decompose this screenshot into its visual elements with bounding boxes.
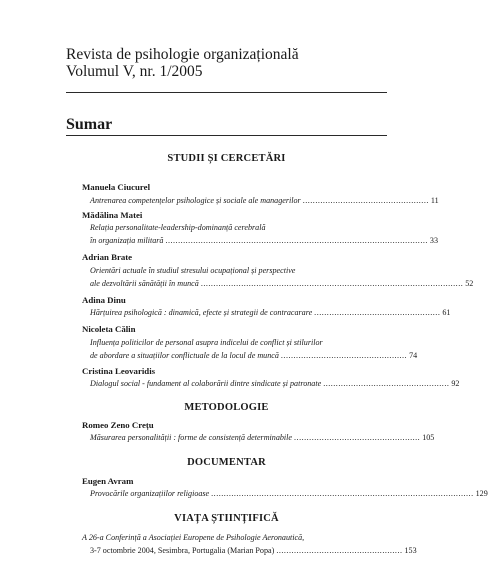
leader-dots: ........................................................................................................ [200, 279, 464, 288]
journal-header [66, 46, 299, 80]
section-heading: METODOLOGIE [184, 402, 269, 413]
entry-title: Antrenarea competențelor psihologice și sociale ale managerilor [90, 196, 301, 205]
entry-author: Adina Dinu [82, 295, 126, 305]
entry-title-line[interactable] [90, 379, 460, 388]
entry-title[interactable]: Influența politicilor de personal asupra indicelui de conflict și stilurilor [90, 338, 323, 347]
entry-author: Mădălina Matei [82, 210, 143, 220]
entry-author: Romeo Zeno Crețu [82, 420, 154, 430]
entry-title: în organizația militară [90, 236, 164, 245]
entry-title-line[interactable] [90, 279, 474, 288]
entry-title: Hărțuirea psihologică : dinamică, efecte și strategii de contracarare [90, 308, 313, 317]
leader-dots: ........................................................................................................ [211, 489, 474, 498]
entry-page: 92 [451, 379, 460, 388]
entry-title-line[interactable] [90, 433, 435, 442]
entry-title: Provocările organizațiilor religioase [90, 489, 210, 498]
entry-author: Nicoleta Călin [82, 324, 136, 334]
entry-page: 74 [409, 351, 418, 360]
sumar-rule [66, 135, 387, 136]
entry-page: 11 [430, 196, 439, 205]
entry-author: Eugen Avram [82, 476, 134, 486]
leader-dots: .................................................. [276, 546, 403, 555]
entry-title-line[interactable] [90, 546, 417, 555]
entry-page: 61 [442, 308, 451, 317]
header-rule [66, 92, 387, 93]
leader-dots: .................................................. [323, 379, 450, 388]
entry-page: 52 [465, 279, 474, 288]
section-heading: STUDII ȘI CERCETĂRI [167, 153, 286, 164]
entry-title[interactable]: Relația personalitate-leadership-dominanță cerebrală [90, 223, 266, 232]
leader-dots: .................................................. [294, 433, 421, 442]
entry-title: de abordare a situațiilor conflictuale de la locul de muncă [90, 351, 279, 360]
entry-page: 153 [404, 546, 417, 555]
entry-title: ale dezvoltării sănătății în muncă [90, 279, 199, 288]
entry-title-line[interactable] [90, 489, 488, 498]
leader-dots: ........................................................................................................ [165, 236, 428, 245]
journal-title: Revista de psihologie organizațională [66, 46, 299, 63]
sumar-title: Sumar [66, 116, 113, 133]
entry-title[interactable]: A 26-a Conferință a Asociației Europene de Psihologie Aeronautică, [82, 533, 305, 542]
entry-title-line[interactable] [90, 308, 451, 317]
entry-title-line[interactable] [90, 351, 418, 360]
section-heading: DOCUMENTAR [187, 457, 266, 468]
leader-dots: .................................................. [280, 351, 408, 360]
entry-author: Manuela Ciucurel [82, 182, 151, 192]
leader-dots: .................................................. [314, 308, 441, 317]
entry-title-line[interactable] [90, 236, 438, 245]
leader-dots: .................................................. [302, 196, 429, 205]
entry-page: 105 [422, 433, 435, 442]
entry-title[interactable]: Orientări actuale în studiul stresului ocupațional și perspective [90, 266, 296, 275]
entry-title-line[interactable] [90, 196, 439, 205]
entry-author: Adrian Brate [82, 252, 133, 262]
entry-title: Dialogul social - fundament al colaborării dintre sindicate și patronate [90, 379, 322, 388]
entry-page: 129 [475, 489, 488, 498]
entry-page: 33 [429, 236, 438, 245]
entry-title: Măsurarea personalității : forme de consistență determinabile [90, 433, 293, 442]
entry-title: 3-7 octombrie 2004, Sesimbra, Portugalia (Marian Popa) [90, 546, 275, 555]
volume-line: Volumul V, nr. 1/2005 [66, 63, 203, 80]
entry-author: Cristina Leovaridis [82, 366, 156, 376]
section-heading: VIAȚA ȘTIINȚIFICĂ [174, 513, 279, 524]
